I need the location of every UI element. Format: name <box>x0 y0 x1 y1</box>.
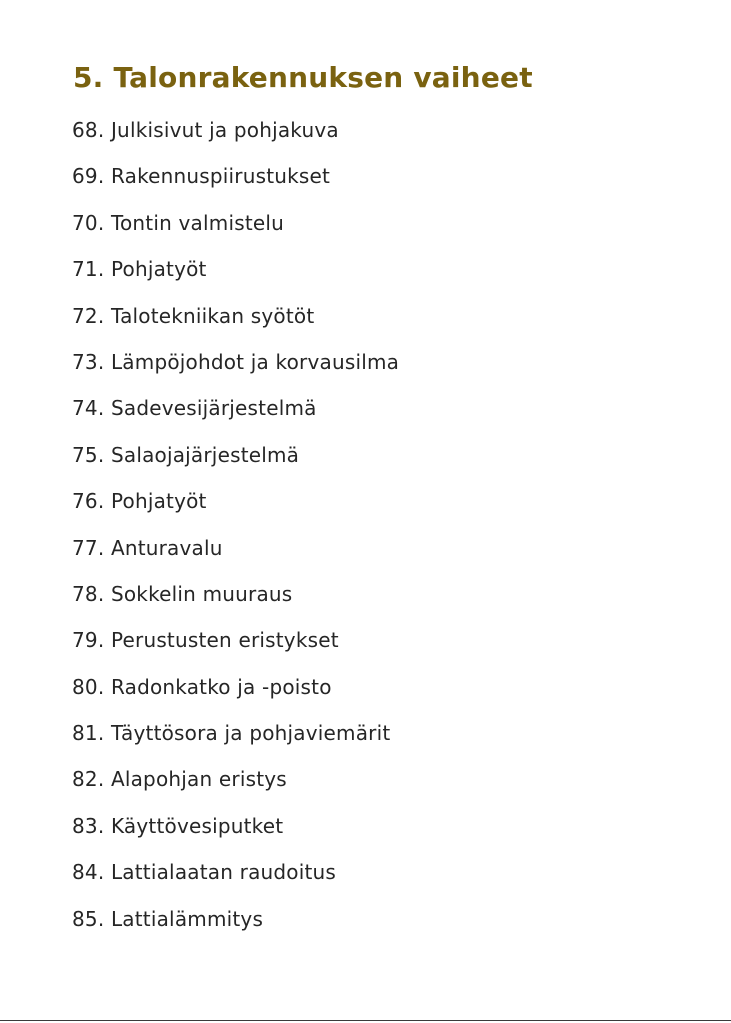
toc-item: 85. Lattialämmitys <box>72 906 264 931</box>
toc-item: 83. Käyttövesiputket <box>72 813 284 838</box>
toc-item: 76. Pohjatyöt <box>72 489 207 514</box>
toc-item: 81. Täyttösora ja pohjaviemärit <box>72 721 391 746</box>
toc-item: 78. Sokkelin muuraus <box>72 581 293 606</box>
toc-item: 72. Talotekniikan syötöt <box>72 303 315 328</box>
page-bottom-rule <box>0 1020 731 1021</box>
toc-item: 80. Radonkatko ja -poisto <box>72 674 332 699</box>
page-title: 5. Talonrakennuksen vaiheet <box>73 61 533 94</box>
toc-item: 68. Julkisivut ja pohjakuva <box>72 118 339 142</box>
toc-list <box>72 112 399 947</box>
toc-item: 71. Pohjatyöt <box>72 257 207 282</box>
toc-item: 79. Perustusten eristykset <box>72 628 339 653</box>
toc-item: 77. Anturavalu <box>72 535 223 560</box>
toc-item: 82. Alapohjan eristys <box>72 767 287 792</box>
toc-item: 75. Salaojajärjestelmä <box>72 442 300 467</box>
toc-item: 69. Rakennuspiirustukset <box>72 164 331 189</box>
toc-item: 73. Lämpöjohdot ja korvausilma <box>72 349 400 374</box>
toc-item: 70. Tontin valmistelu <box>72 210 285 235</box>
toc-item: 84. Lattialaatan raudoitus <box>72 860 337 885</box>
toc-item: 74. Sadevesijärjestelmä <box>72 396 317 421</box>
